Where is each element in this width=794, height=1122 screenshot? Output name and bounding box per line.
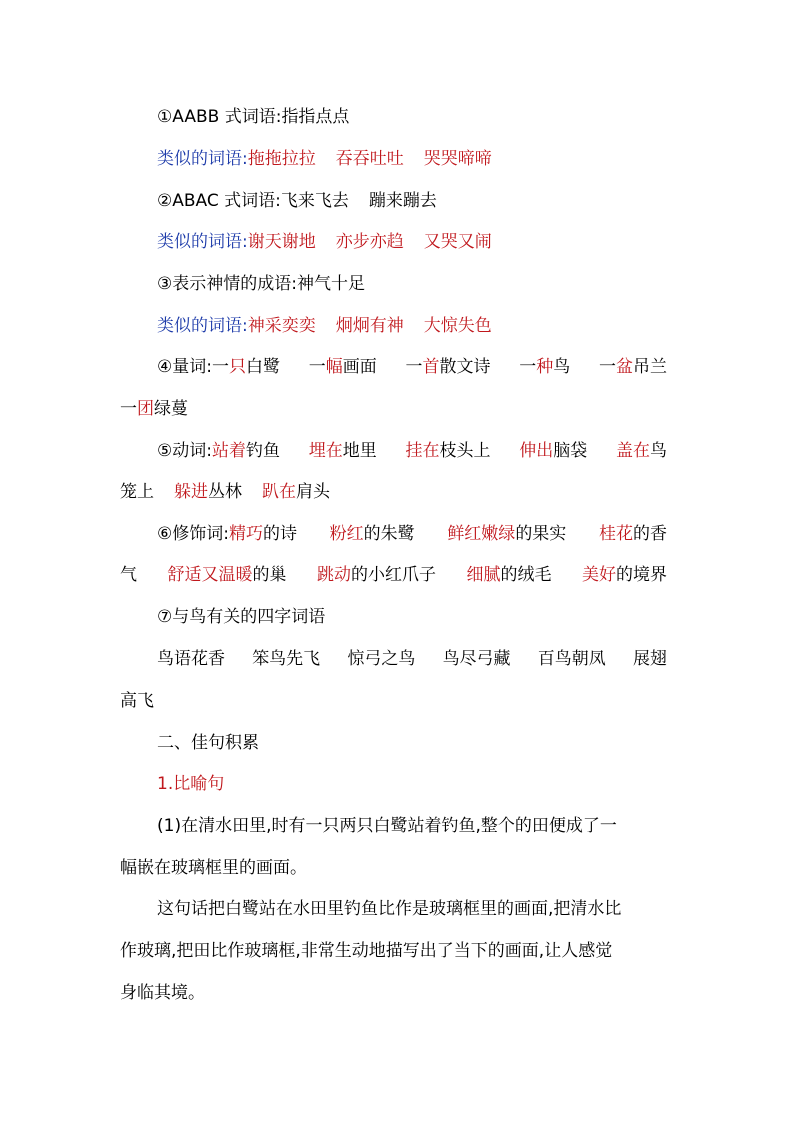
modifier-word: 跳动 [317,565,351,585]
idiom-line [157,273,365,295]
bird-idiom: 惊弓之鸟 [347,649,416,669]
modifier-noun: 的果实 [515,524,567,544]
abac-similar-line [157,231,492,253]
verb-item [405,440,490,462]
modifier-noun: 的境界 [616,565,667,585]
modifiers-line [157,523,667,545]
similar-label: 类似的词语: [157,149,248,169]
aabb-example: 指指点点 [281,107,350,127]
bird-idioms-heading: ⑦与鸟有关的四字词语 [157,607,326,627]
similar-word: 又哭又闹 [423,232,492,252]
measure-pre: 一 [211,357,229,377]
measure-pre: 一 [405,357,423,377]
modifier-word: 舒适又温暖 [167,565,253,585]
modifier-word: 粉红 [329,524,364,544]
similar-word: 炯炯有神 [335,316,404,336]
measure-word: 首 [422,357,440,377]
similar-word: 哭哭啼啼 [423,149,492,169]
verb-object: 丛林 [208,482,242,502]
measure-pre: 一 [120,399,137,419]
modifier-item [447,523,566,545]
idiom-label: ③表示神情的成语: [157,274,297,294]
modifier-word: 精巧 [228,524,263,544]
abac-line [157,190,437,212]
verb-word: 伸出 [519,441,554,461]
modifier-word: 细腻 [466,565,501,585]
verb-item [616,440,667,462]
sub-heading: 1.比喻句 [157,774,225,794]
bird-idiom: 展翅 [632,649,667,669]
measure-word: 盆 [615,357,633,377]
modifier-item [168,564,287,586]
verb-item [157,440,280,462]
modifier-item [157,523,297,545]
measure-word: 只 [228,357,246,377]
modifier-word: 美好 [582,565,616,585]
verbs-line-2 [120,481,330,503]
sentence-line: 幅嵌在玻璃框里的画面。 [120,858,307,878]
measure-pre: 一 [598,357,616,377]
measure-item [519,356,570,378]
verbs-label: ⑤动词: [157,441,212,461]
modifier-noun: 气 [120,565,137,585]
measure-item [599,356,667,378]
measure-pre: 一 [519,357,537,377]
similar-word: 神采奕奕 [247,316,316,336]
verb-object: 钓鱼 [245,441,280,461]
abac-example: 蹦来蹦去 [368,191,437,211]
measure-words-line-2 [120,398,188,420]
verb-object: 地里 [342,441,377,461]
verb-word: 趴在 [262,482,296,502]
verb-word: 埋在 [308,441,343,461]
bird-idioms-wrap: 高飞 [120,691,154,711]
verb-object: 脑袋 [553,441,588,461]
verb-word: 挂在 [405,441,440,461]
aabb-similar-line [157,148,492,170]
modifier-item [582,564,667,586]
sentence-line: (1)在清水田里,时有一只两只白鹭站着钓鱼,整个的田便成了一 [157,816,617,836]
analysis-line: 作玻璃,把田比作玻璃框,非常生动地描写出了当下的画面,让人感觉 [120,941,613,961]
similar-word: 吞吞吐吐 [335,149,404,169]
bird-idiom: 百鸟朝凤 [537,649,606,669]
similar-label: 类似的词语: [157,316,248,336]
measure-words-line [157,356,667,378]
aabb-line [157,106,349,128]
measure-word: 团 [137,399,154,419]
modifier-noun: 的巢 [252,565,287,585]
verb-object: 枝头上 [439,441,491,461]
aabb-label: ①AABB 式词语: [157,107,282,127]
verb-item [309,440,377,462]
verb-object: 笼上 [120,482,154,502]
modifier-item [599,523,667,545]
similar-word: 亦步亦趋 [335,232,404,252]
modifiers-label: ⑥修饰词: [157,524,229,544]
similar-label: 类似的词语: [157,232,248,252]
similar-word: 谢天谢地 [247,232,316,252]
idiom-similar-line [157,315,492,337]
modifier-item [330,523,415,545]
modifier-noun: 的诗 [262,524,297,544]
measure-noun: 吊兰 [632,357,667,377]
measure-noun: 画面 [342,357,377,377]
similar-word: 拖拖拉拉 [247,149,316,169]
modifier-word: 桂花 [598,524,633,544]
bird-idiom: 笨鸟先飞 [252,649,321,669]
verb-word: 盖在 [615,441,650,461]
measure-noun: 鸟 [553,357,571,377]
modifier-noun: 的小红爪子 [351,565,436,585]
analysis-line: 身临其境。 [120,983,205,1003]
modifier-word: 鲜红嫩绿 [447,524,516,544]
verb-item [519,440,587,462]
verb-word: 站着 [211,441,246,461]
abac-example: 飞来飞去 [280,191,349,211]
modifier-item [467,564,552,586]
verb-object: 肩头 [296,482,330,502]
measure-label: ④量词: [157,357,212,377]
measure-item [309,356,377,378]
bird-idiom: 鸟语花香 [157,649,225,669]
measure-item [157,356,280,378]
modifier-noun: 的绒毛 [500,565,552,585]
modifier-noun: 的朱鹭 [363,524,415,544]
measure-noun: 绿蔓 [154,399,188,419]
bird-idioms-line [157,648,667,670]
measure-pre: 一 [308,357,326,377]
abac-label: ②ABAC 式词语: [157,191,281,211]
modifiers-line-2 [120,564,667,586]
measure-word: 幅 [325,357,343,377]
measure-item [405,356,490,378]
idiom-example: 神气十足 [296,274,365,294]
verb-word: 躲进 [174,482,208,502]
modifier-noun: 的香 [632,524,667,544]
measure-word: 种 [536,357,554,377]
analysis-line: 这句话把白鹭站在水田里钓鱼比作是玻璃框里的画面,把清水比 [157,899,622,919]
verbs-line [157,440,667,462]
measure-noun: 白鹭 [245,357,280,377]
verb-object: 鸟 [649,441,667,461]
modifier-item [317,564,436,586]
similar-word: 大惊失色 [423,316,492,336]
section-heading: 二、佳句积累 [157,733,259,753]
bird-idiom: 鸟尽弓藏 [442,649,511,669]
measure-noun: 散文诗 [439,357,491,377]
